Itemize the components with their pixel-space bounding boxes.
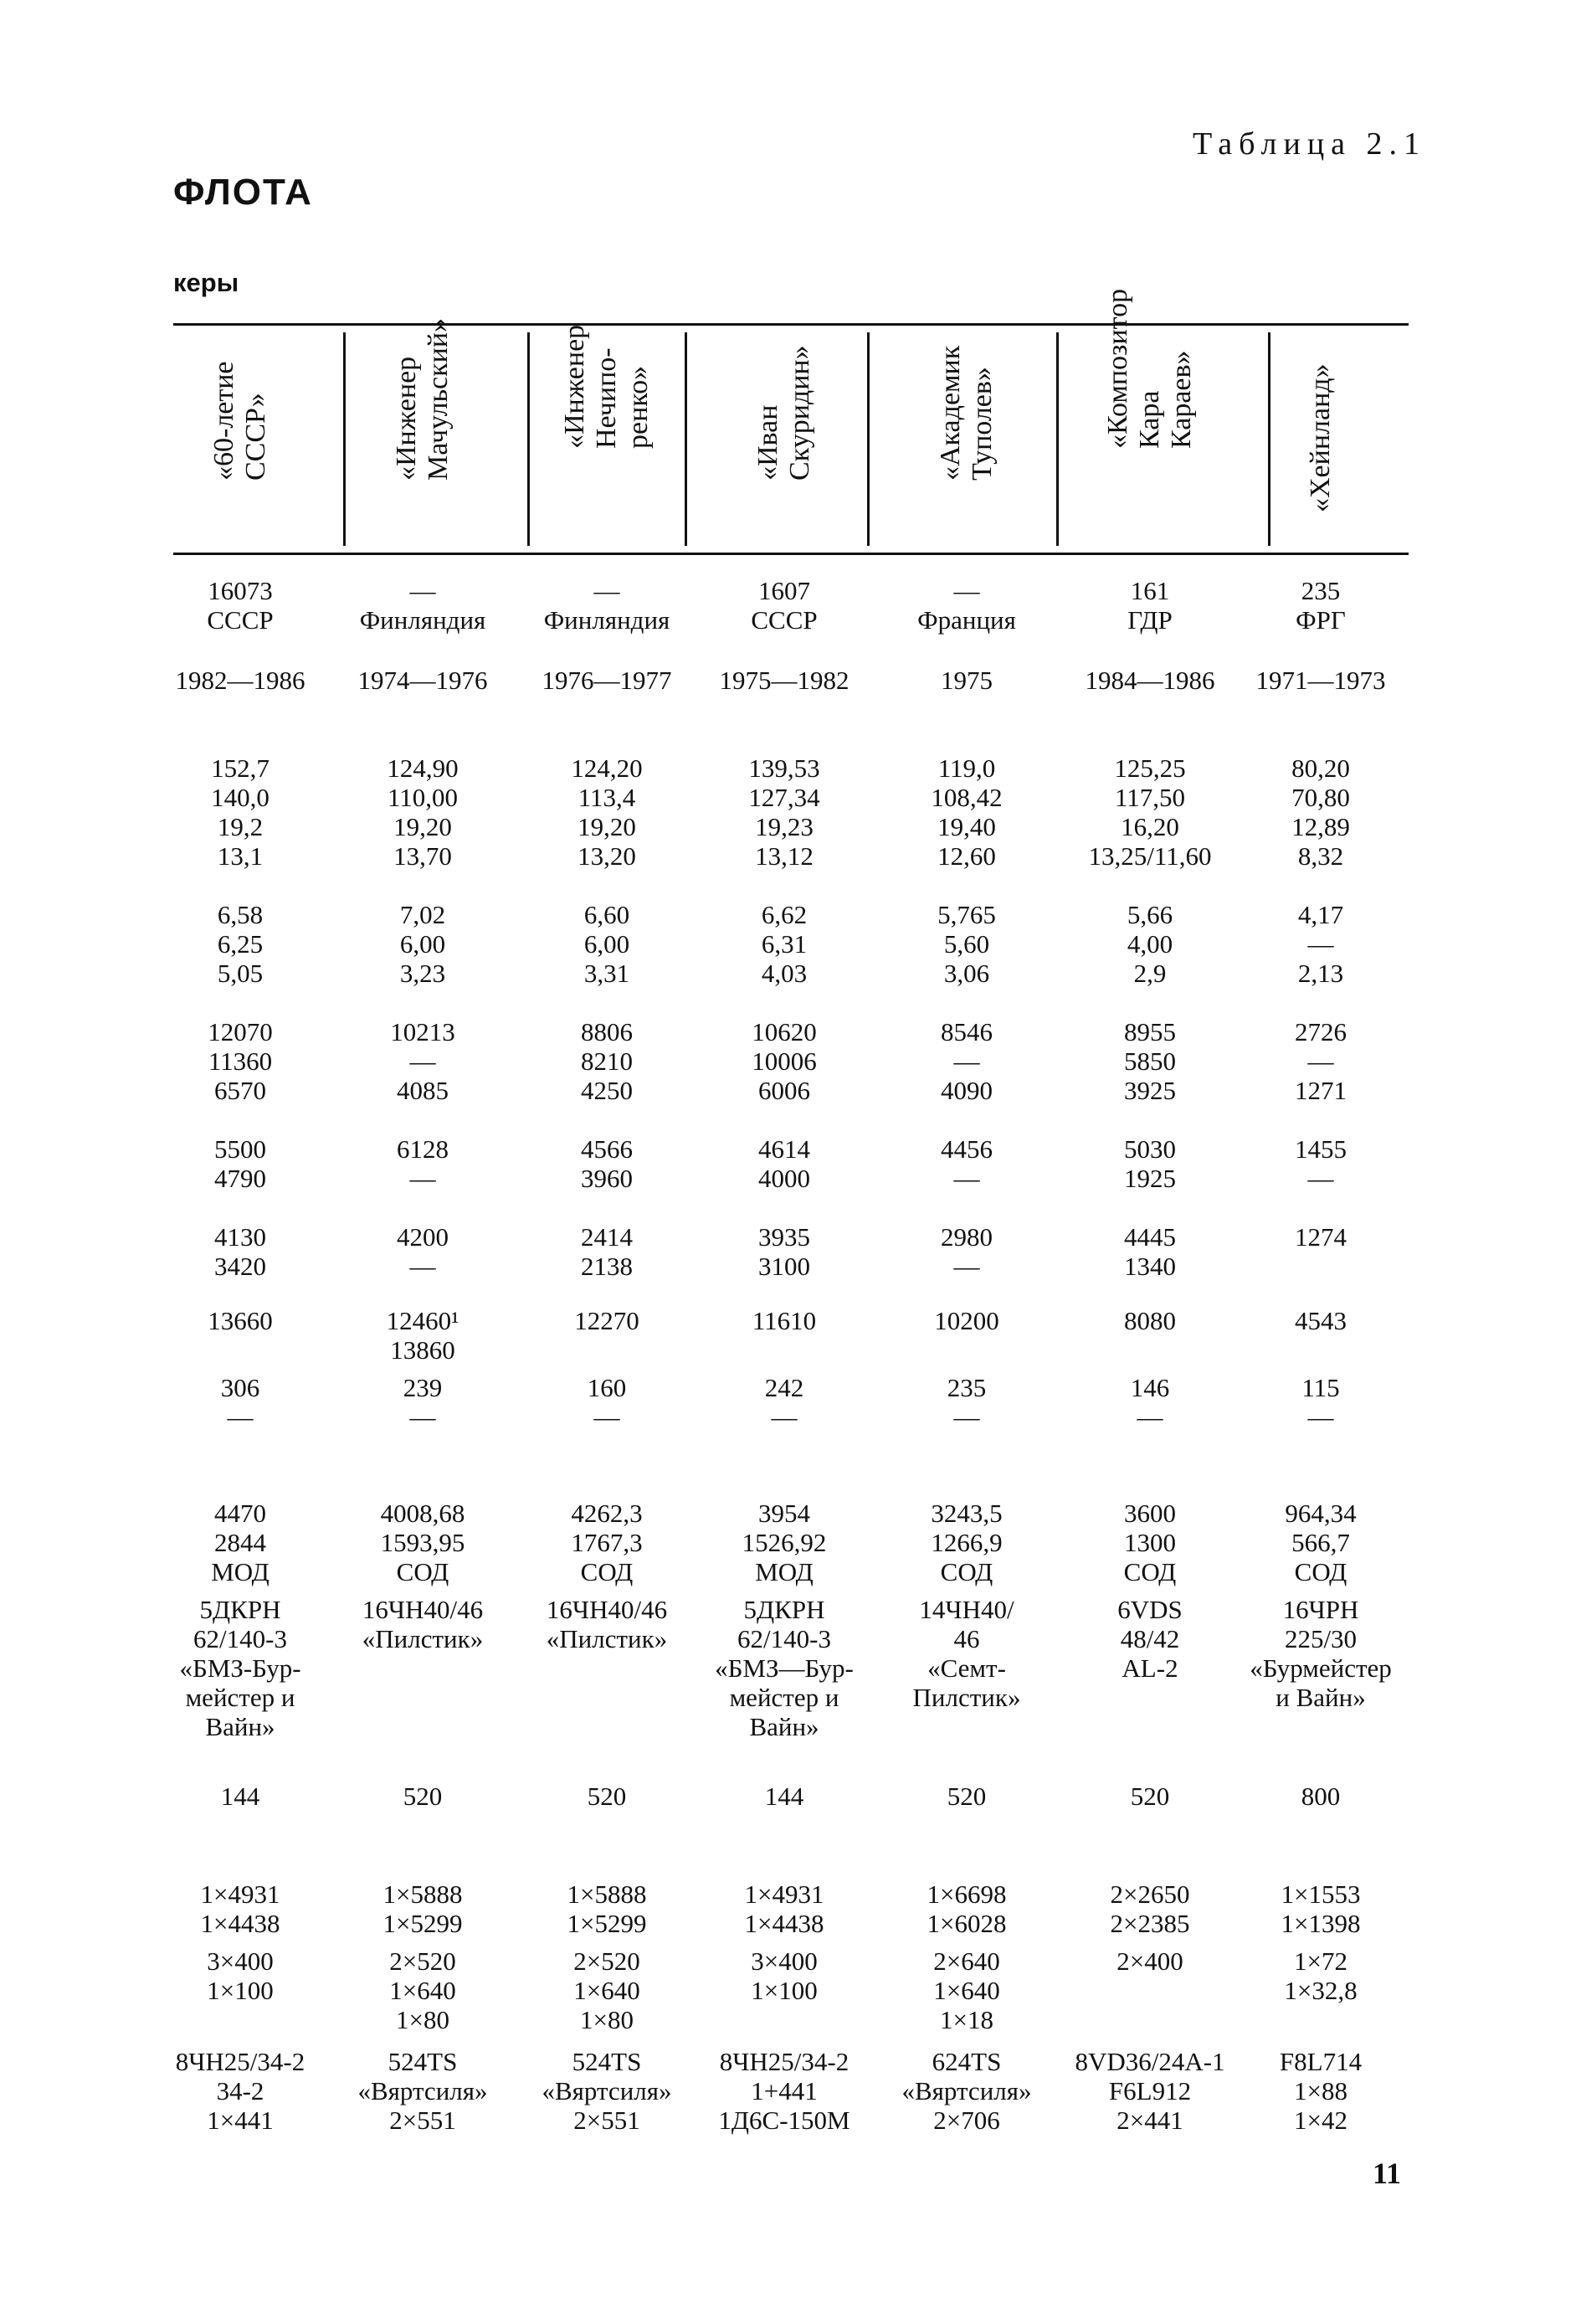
column-divider xyxy=(1056,332,1059,546)
table-cell: — Франция xyxy=(917,576,1016,635)
table-cell: 12070 11360 6570 xyxy=(208,1017,273,1105)
table-cell: 520 xyxy=(1130,1782,1170,1811)
table-subheading: керы xyxy=(173,268,239,297)
table-caption: Таблица 2.1 xyxy=(1193,126,1427,162)
table-cell: 8080 xyxy=(1124,1306,1176,1335)
table-cell: 13660 xyxy=(208,1306,273,1335)
table-cell: 1971—1973 xyxy=(1255,666,1386,695)
table-cell: 2980 — xyxy=(941,1222,993,1281)
page-heading: ФЛОТА xyxy=(173,172,313,213)
table-cell: 235 — xyxy=(947,1373,987,1432)
table-cell: 2×520 1×640 1×80 xyxy=(573,1946,640,2034)
table-cell: 2×2650 2×2385 xyxy=(1110,1879,1190,1938)
table-cell: 16ЧН40/46 «Пилстик» xyxy=(546,1595,668,1653)
table-cell: 4,17 — 2,13 xyxy=(1297,900,1344,988)
table-cell: 242 — xyxy=(764,1373,804,1432)
table-cell: 964,34 566,7 СОД xyxy=(1285,1499,1357,1586)
table-cell: 524TS «Вяртсиля» 2×551 xyxy=(542,2047,672,2135)
table-cell: 3935 3100 xyxy=(758,1222,810,1281)
table-cell: 12460¹ 13860 xyxy=(386,1306,459,1365)
header-bottom-rule xyxy=(173,553,1409,555)
table-cell: 6,60 6,00 3,31 xyxy=(583,900,630,988)
table-cell: 8ЧН25/34-2 1+441 1Д6С-150М xyxy=(718,2047,850,2135)
table-cell: 1×6698 1×6028 xyxy=(927,1879,1007,1938)
table-cell: 4543 xyxy=(1295,1306,1347,1335)
table-cell: 16ЧРН 225/30 «Бурмейстер и Вайн» xyxy=(1250,1595,1392,1712)
table-cell: 139,53 127,34 19,23 13,12 xyxy=(748,753,820,871)
table-cell: 4470 2844 МОД xyxy=(211,1499,269,1586)
table-cell: 144 xyxy=(220,1782,260,1811)
table-cell: 3243,5 1266,9 СОД xyxy=(931,1499,1003,1586)
table-cell: 7,02 6,00 3,23 xyxy=(399,900,446,988)
table-cell: 3600 1300 СОД xyxy=(1123,1499,1177,1586)
table-cell: 14ЧН40/ 46 «Семт- Пилстик» xyxy=(912,1595,1021,1712)
table-cell: 2414 2138 xyxy=(581,1222,633,1281)
column-header xyxy=(335,317,511,544)
column-header xyxy=(1233,335,1409,544)
table-cell: 6VDS 48/42 AL-2 xyxy=(1117,1595,1183,1683)
column-header-label: «Инженер Мачульский» xyxy=(391,317,454,481)
table-cell: 2×400 xyxy=(1116,1946,1183,1976)
table-cell: 3×400 1×100 xyxy=(751,1946,818,2005)
table-cell: 161 ГДР xyxy=(1127,576,1173,635)
table-cell: 1455 — xyxy=(1295,1134,1347,1193)
table-cell: 1974—1976 xyxy=(357,666,488,695)
column-header-label: «60-летие СССР» xyxy=(208,361,271,481)
table-cell: 5,66 4,00 2,9 xyxy=(1127,900,1173,988)
column-header-label: «Композитор Кара Караев» xyxy=(1102,288,1197,449)
table-cell: 4614 4000 xyxy=(758,1134,810,1193)
table-cell: 1×4931 1×4438 xyxy=(744,1879,824,1938)
table-cell: 4456 — xyxy=(941,1134,993,1193)
table-cell: 16073 СССР xyxy=(207,576,274,635)
table-cell: 8ЧН25/34-2 34-2 1×441 xyxy=(175,2047,305,2135)
table-cell: 5,765 5,60 3,06 xyxy=(937,900,996,988)
table-cell: 3954 1526,92 МОД xyxy=(742,1499,827,1586)
column-header xyxy=(879,335,1055,544)
table-cell: 8806 8210 4250 xyxy=(581,1017,633,1105)
table-cell: 2×520 1×640 1×80 xyxy=(389,1946,456,2034)
table-cell: 5ДКРН 62/140-3 «БМЗ-Бур- мейстер и Вайн» xyxy=(179,1595,301,1741)
table-cell: 4130 3420 xyxy=(214,1222,266,1281)
table-cell: 5500 4790 xyxy=(214,1134,266,1193)
table-cell: 146 — xyxy=(1130,1373,1170,1432)
table-cell: 6,62 6,31 4,03 xyxy=(761,900,808,988)
page-number: 11 xyxy=(1373,2157,1402,2190)
table-cell: 1975 xyxy=(941,666,993,695)
table-cell: 1975—1982 xyxy=(719,666,850,695)
table-cell: 10620 10006 6006 xyxy=(752,1017,817,1105)
table-cell: 239 — xyxy=(403,1373,443,1432)
table-cell: 520 xyxy=(947,1782,987,1811)
table-cell: 1976—1977 xyxy=(542,666,672,695)
table-cell: 1×1553 1×1398 xyxy=(1281,1879,1361,1938)
table-cell: 4262,3 1767,3 СОД xyxy=(571,1499,643,1586)
table-cell: 12270 xyxy=(574,1306,639,1335)
table-cell: 2726 — 1271 xyxy=(1295,1017,1347,1105)
table-cell: 1×5888 1×5299 xyxy=(382,1879,463,1938)
table-cell: 10200 xyxy=(934,1306,999,1335)
table-cell: 4445 1340 xyxy=(1124,1222,1176,1281)
table-cell: 160 — xyxy=(587,1373,627,1432)
table-cell: 8955 5850 3925 xyxy=(1124,1017,1176,1105)
table-cell: 115 — xyxy=(1301,1373,1340,1432)
table-cell: — Финляндия xyxy=(359,576,486,635)
table-cell: 125,25 117,50 16,20 13,25/11,60 xyxy=(1088,753,1212,871)
table-cell: 124,20 113,4 19,20 13,20 xyxy=(571,753,643,871)
column-header xyxy=(519,324,695,544)
table-cell: 80,20 70,80 12,89 8,32 xyxy=(1291,753,1350,871)
table-cell: 524TS «Вяртсиля» 2×551 xyxy=(357,2047,488,2135)
table-cell: F8L714 1×88 1×42 xyxy=(1279,2047,1363,2135)
table-cell: 4200 — xyxy=(397,1222,449,1281)
table-cell: 624TS «Вяртсиля» 2×706 xyxy=(901,2047,1032,2135)
table-cell: 1274 xyxy=(1295,1222,1347,1252)
table-cell: 800 xyxy=(1301,1782,1341,1811)
table-cell: 152,7 140,0 19,2 13,1 xyxy=(211,753,269,871)
table-cell: 8VD36/24A-1 F6L912 2×441 xyxy=(1075,2047,1225,2135)
column-header-label: «Академик Туполев» xyxy=(935,345,998,481)
table-cell: 11610 xyxy=(752,1306,817,1335)
table-cell: 144 xyxy=(764,1782,804,1811)
column-header xyxy=(1062,288,1238,544)
table-cell: 235 ФРГ xyxy=(1296,576,1346,635)
table-cell: 1607 СССР xyxy=(751,576,818,635)
table-cell: 10213 — 4085 xyxy=(390,1017,455,1105)
table-cell: 6128 — xyxy=(397,1134,449,1193)
column-header xyxy=(696,335,872,544)
table-cell: 4008,68 1593,95 СОД xyxy=(380,1499,465,1586)
table-cell: 1982—1986 xyxy=(175,666,305,695)
table-cell: 4566 3960 xyxy=(581,1134,633,1193)
table-cell: 3×400 1×100 xyxy=(207,1946,274,2005)
table-cell: 8546 — 4090 xyxy=(941,1017,993,1105)
column-header-label: «Хейнланд» xyxy=(1305,363,1336,512)
table-cell: 5030 1925 xyxy=(1124,1134,1176,1193)
column-header xyxy=(152,335,328,544)
column-header-label: «Иван Скуридин» xyxy=(752,345,815,481)
column-header-label: «Инженер Нечипо- ренко» xyxy=(559,324,654,449)
table-cell: 124,90 110,00 19,20 13,70 xyxy=(387,753,459,871)
table-cell: 5ДКРН 62/140-3 «БМЗ—Бур- мейстер и Вайн» xyxy=(715,1595,854,1741)
table-cell: 119,0 108,42 19,40 12,60 xyxy=(931,753,1003,871)
table-cell: — Финляндия xyxy=(543,576,670,635)
table-cell: 1×5888 1×5299 xyxy=(567,1879,647,1938)
table-cell: 1984—1986 xyxy=(1085,666,1215,695)
table-cell: 1×72 1×32,8 xyxy=(1284,1946,1358,2005)
table-cell: 6,58 6,25 5,05 xyxy=(217,900,264,988)
table-cell: 2×640 1×640 1×18 xyxy=(933,1946,1000,2034)
table-cell: 520 xyxy=(403,1782,443,1811)
table-cell: 16ЧН40/46 «Пилстик» xyxy=(362,1595,484,1653)
table-cell: 306 — xyxy=(220,1373,260,1432)
table-cell: 520 xyxy=(587,1782,627,1811)
table-cell: 1×4931 1×4438 xyxy=(200,1879,280,1938)
